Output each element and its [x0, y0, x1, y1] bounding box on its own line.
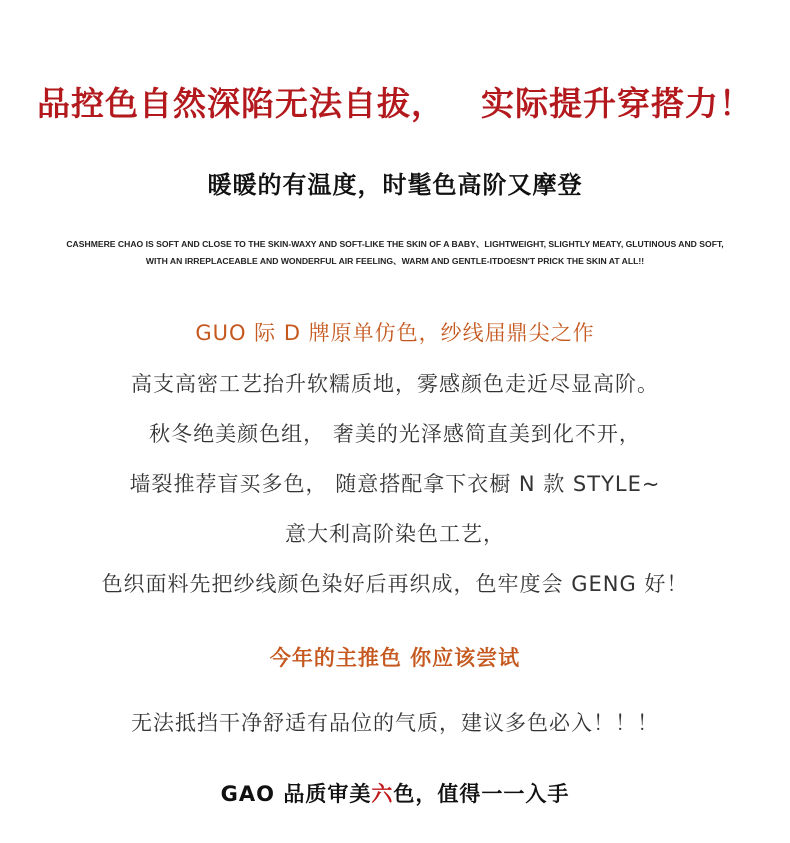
final-line-highlight: 六: [371, 782, 394, 806]
headline: [0, 78, 790, 125]
body-line-1: 高支高密工艺抬升软糯质地，雾感颜色走近尽显高阶。: [131, 372, 659, 396]
body-line-5: 色织面料先把纱线颜色染好后再织成，色牢度会 GENG 好！: [101, 572, 689, 596]
headline-part-1: 品控色自然深陷无法自拔，: [37, 84, 445, 123]
final-line: [0, 778, 790, 808]
body-line-2: 秋冬绝美颜色组， 奢美的光泽感简直美到化不开，: [149, 422, 641, 446]
english-copy-line-2: WITH AN IRREPLACEABLE AND WONDERFUL AIR FEELING、WARM AND GENTLE-ITDOESN'T PRICK THE SKIN AT ALL!!: [145, 256, 645, 266]
body-line-3: 墙裂推荐盲买多色， 随意搭配拿下衣橱 N 款 STYLE~: [129, 472, 661, 496]
subtitle: 暖暖的有温度，时髦色高阶又摩登: [207, 171, 583, 199]
recommend-line: 无法抵挡干净舒适有品位的气质，建议多色必入！！！: [131, 711, 659, 735]
headline-part-2: 实际提升穿搭力！: [481, 84, 753, 123]
recommend-title: 今年的主推色 你应该尝试: [269, 646, 521, 670]
english-copy-line-1: CASHMERE CHAO IS SOFT AND CLOSE TO THE SKIN-WAXY AND SOFT-LIKE THE SKIN OF A BABY、LIGHTWEIGHT, SLIGHTLY MEATY, GLUTINOUS AND SOFT,: [66, 239, 724, 249]
body-line-4: 意大利高阶染色工艺，: [285, 522, 505, 546]
final-line-before: GAO 品质审美: [220, 782, 372, 806]
section-title: GUO 际 D 牌原单仿色，纱线届鼎尖之作: [195, 321, 595, 345]
final-line-after: 色，值得一一入手: [393, 782, 570, 806]
